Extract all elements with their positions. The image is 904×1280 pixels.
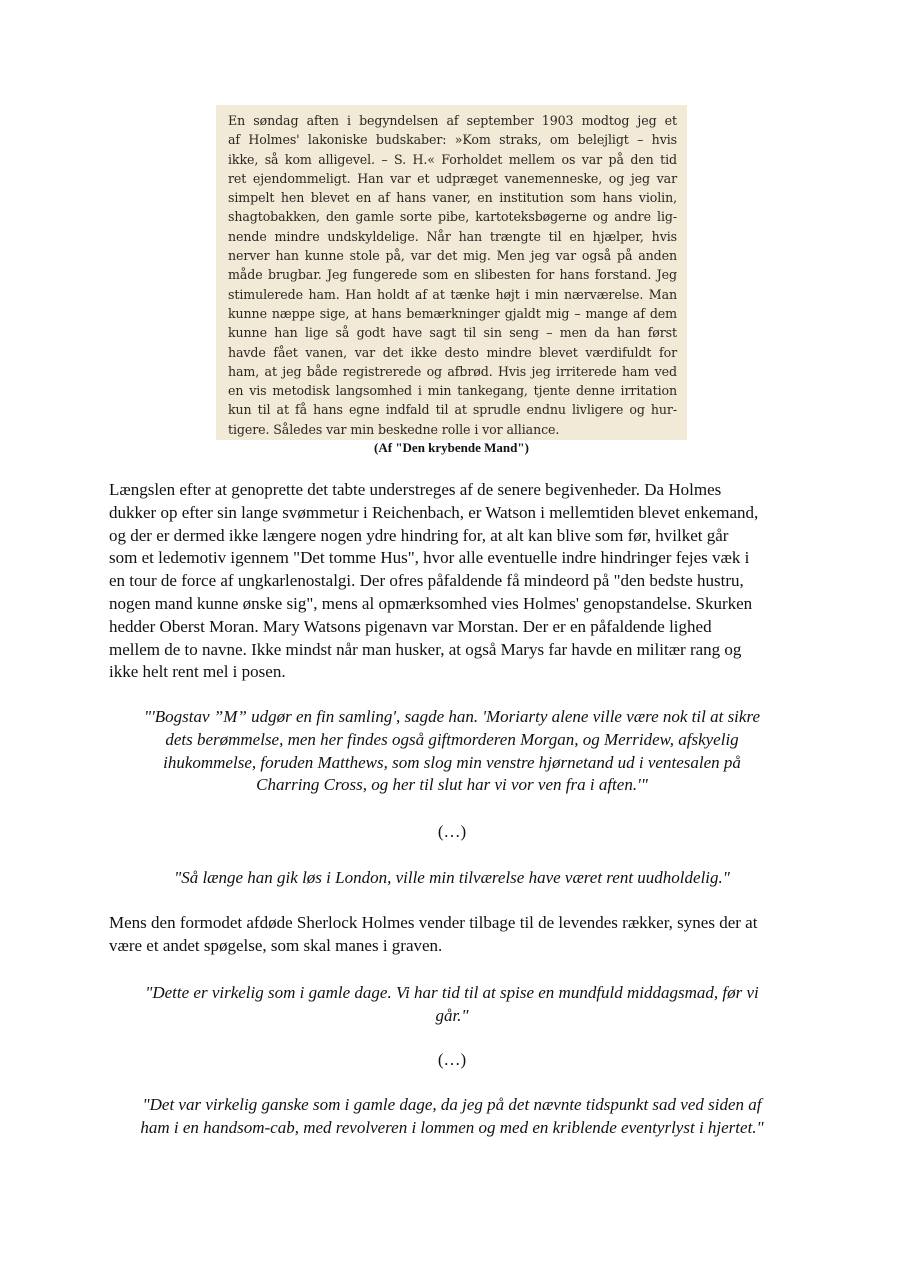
paragraph-line: en tour de force af ungkarlenostalgi. Der ofres påfaldende få mindeord på "den bedste hustru, (109, 571, 744, 591)
quote-line: går." (435, 1005, 469, 1025)
scan-line: ikke, så kom alligevel. – S. H.« Forholdet mellem os var på den tid (228, 151, 677, 167)
paragraph-line: hedder Oberst Moran. Mary Watsons pigenavn var Morstan. Der er en påfaldende lighed (109, 616, 712, 636)
scan-line: nerver han kunne stole på, var det mig. Men jeg var også på anden (228, 248, 677, 264)
quote-line: ham i en handsom-cab, med revolveren i lommen og med en kriblende eventyrlyst i hjertet." (140, 1117, 764, 1137)
quote-line: dets berømmelse, men her findes også giftmorderen Morgan, og Merridew, afskyelig (165, 729, 739, 749)
scan-line: En søndag aften i begyndelsen af september 1903 modtog jeg et (228, 113, 677, 128)
scan-line: stimulerede ham. Han holdt af at tænke højt i min nærværelse. Man (228, 286, 677, 302)
scan-line: en vis metodisk langsomhed i min tankegang, tjente denne irritation (228, 383, 677, 399)
block-quote (109, 982, 795, 1028)
paragraph-line: mellem de to navne. Ikke mindst når man husker, at også Marys far havde en militær rang og (109, 639, 742, 659)
quote-line: Charring Cross, og her til slut har vi vor ven fra i aften.'" (256, 775, 648, 795)
paragraph-line: som et ledemotiv igennem "Det tomme Hus", hvor alle eventuelle indre hindringer fejes væk i (109, 548, 750, 568)
scan-line: simpelt hen blevet en af hans vaner, en institution som hans violin, (228, 190, 677, 206)
block-quote (109, 706, 795, 797)
quote-line: "Det var virkelig ganske som i gamle dage, da jeg på det nævnte tidspunkt sad ved siden af (142, 1095, 762, 1114)
paragraph-line: Længslen efter at genoprette det tabte understreges af de senere begivenheder. Da Holmes (109, 480, 722, 499)
scanned-book-excerpt (216, 105, 687, 440)
paragraph-line: dukker op efter sin lange svømmetur i Reichenbach, er Watson i mellemtiden blevet enkemand, (109, 502, 759, 522)
scan-line: nende mindre undskyldelige. Når han trængte til en hjælper, hvis (228, 228, 677, 244)
scan-line: af Holmes' lakoniske budskaber: »Kom straks, om belejligt – hvis (228, 132, 677, 148)
paragraph-line: og der er dermed ikke længere nogen ydre hindring for, at alt kan blive som før, hvilket går (109, 525, 729, 545)
body-paragraph (109, 912, 801, 958)
scan-line: kunne næppe sige, at hans bemærkninger gjaldt mig – mange af dem (228, 305, 677, 321)
scan-line: kun til at få hans egne indfald til at sprudle endnu livligere og hur- (228, 402, 677, 418)
quote-line: ihukommelse, foruden Matthews, som slog min venstre hjørnetand ud i ventesalen på (163, 752, 741, 772)
paragraph-line: ikke helt rent mel i posen. (109, 662, 286, 682)
scan-line: måde brugbar. Jeg fungerede som en slibesten for hans forstand. Jeg (228, 267, 677, 283)
quote-line: "'Bogstav ”M” udgør en fin samling', sagde han. 'Moriarty alene ville være nok til at sikre (144, 707, 760, 726)
excerpt-caption: (Af "Den krybende Mand") (374, 440, 529, 455)
scan-line: tigere. Således var min beskedne rolle i vor alliance. (228, 421, 560, 437)
scan-line: shagtobakken, den gamle sorte pibe, kartoteksbøgerne og andre lig- (228, 209, 677, 225)
block-quote (109, 1094, 795, 1140)
body-paragraph (109, 479, 801, 684)
ellipsis-marker: (…) (437, 822, 467, 841)
paragraph-line: være et andet spøgelse, som skal manes i graven. (109, 935, 443, 955)
quote-line: "Dette er virkelig som i gamle dage. Vi har tid til at spise en mundfuld middagsmad, før vi (145, 983, 759, 1002)
scan-line: havde fået vanen, var det ikke desto mindre blevet værdifuldt for (228, 344, 677, 360)
block-quote (109, 867, 795, 890)
quote-line: "Så længe han gik løs i London, ville min tilværelse have været rent uudholdelig." (174, 868, 730, 887)
scan-line: ret ejendommeligt. Han var et udpræget vanemenneske, og jeg var (228, 170, 677, 186)
ellipsis-marker: (…) (437, 1050, 467, 1069)
scan-line: kunne han lige så godt have sagt til sin seng – men da han først (228, 325, 677, 341)
scan-line: ham, at jeg både registrerede og afbrød. Hvis jeg irriterede ham ved (228, 363, 677, 379)
paragraph-line: nogen mand kunne ønske sig", mens al opmærksomhed vies Holmes' genopstandelse. Skurken (109, 593, 753, 613)
paragraph-line: Mens den formodet afdøde Sherlock Holmes vender tilbage til de levendes rækker, synes der at (109, 913, 758, 932)
